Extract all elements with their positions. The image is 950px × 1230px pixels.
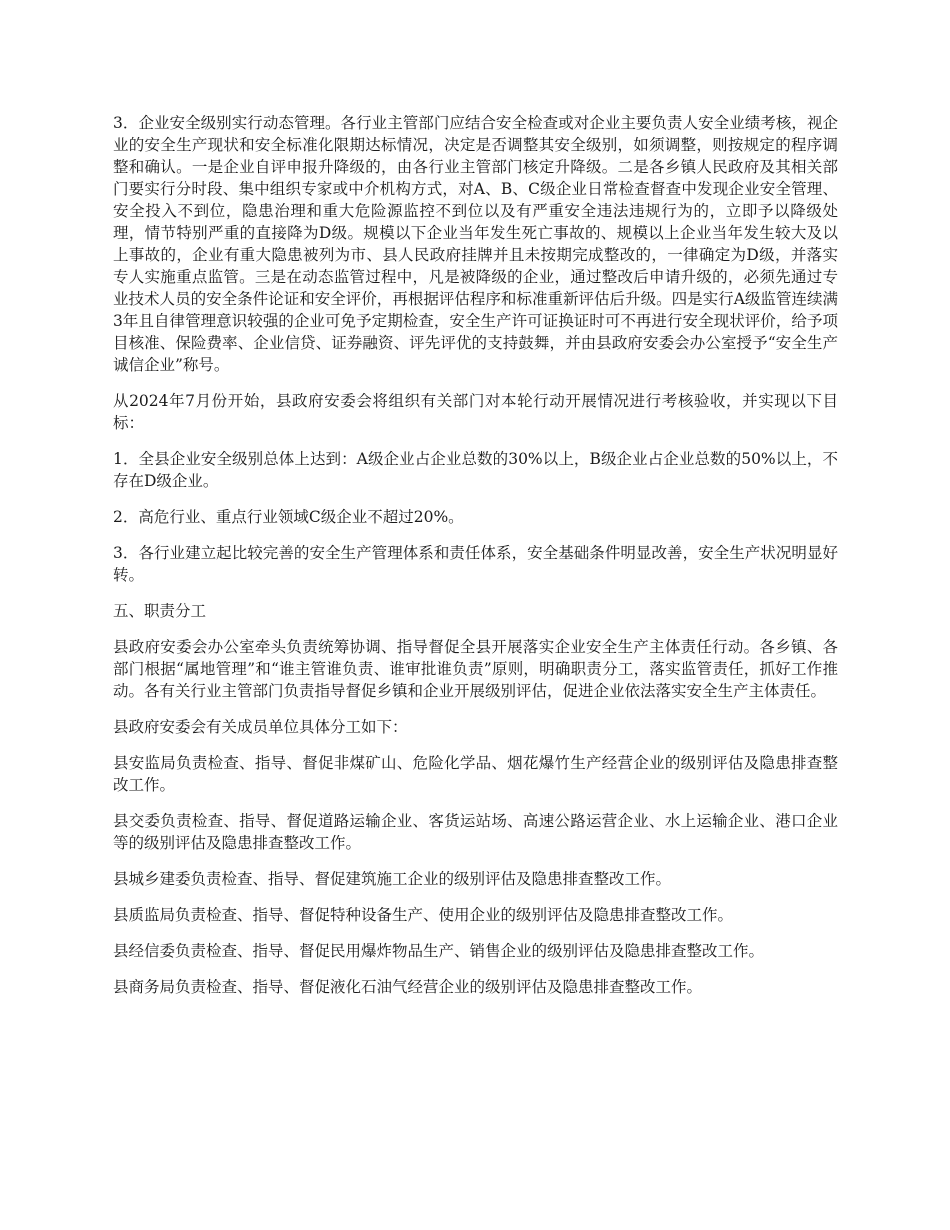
- paragraph-division-intro: 县政府安委会有关成员单位具体分工如下：: [113, 718, 408, 736]
- paragraph-safety-bureau: 县安监局负责检查、指导、督促非煤矿山、危险化学品、烟花爆竹生产经营企业的级别评估及隐患排查整改工作。: [113, 754, 838, 794]
- paragraph-economy-committee: 县经信委负责检查、指导、督促民用爆炸物品生产、销售企业的级别评估及隐患排查整改工作。: [113, 942, 765, 960]
- paragraph-construction-committee: 县城乡建委负责检查、指导、督促建筑施工企业的级别评估及隐患排查整改工作。: [113, 870, 672, 888]
- paragraph-office-lead: 县政府安委会办公室牵头负责统筹协调、指导督促全县开展落实企业安全生产主体责任行动。各乡镇、各部门根据“属地管理”和“谁主管谁负责、谁审批谁负责”原则，明确职责分工，落实监管责任，抓好工作推动。各有关行业主管部门负责指导督促乡镇和企业开展级别评估，促进企业依法落实安全生产主体责任。: [113, 638, 838, 700]
- document-body: [113, 112, 838, 1012]
- paragraph-goal-3: 3．各行业建立起比较完善的安全生产管理体系和责任体系，安全基础条件明显改善，安全生产状况明显好转。: [113, 544, 838, 584]
- paragraph-quality-bureau: 县质监局负责检查、指导、督促特种设备生产、使用企业的级别评估及隐患排查整改工作。: [113, 906, 734, 924]
- paragraph-assessment-intro: 从2024年7月份开始，县政府安委会将组织有关部门对本轮行动开展情况进行考核验收，并实现以下目标：: [113, 392, 838, 432]
- paragraph-dynamic-management: 3．企业安全级别实行动态管理。各行业主管部门应结合安全检查或对企业主要负责人安全业绩考核，视企业的安全生产现状和安全标准化限期达标情况，决定是否调整其安全级别，如须调整，则按规定的程序调整和确认。一是企业自评申报升降级的，由各行业主管部门核定升降级。二是各乡镇人民政府及其相关部门要实行分时段、集中组织专家或中介机构方式，对A、B、C级企业日常检查督查中发现企业安全管理、安全投入不到位，隐患治理和重大危险源监控不到位以及有严重安全违法违规行为的，立即予以降级处理，情节特别严重的直接降为D级。规模以下企业当年发生死亡事故的、规模以上企业当年发生较大及以上事故的，企业有重大隐患被列为市、县人民政府挂牌并且未按期完成整改的，一律确定为D级，并落实专人实施重点监管。三是在动态监管过程中，凡是被降级的企业，通过整改后申请升级的，必须先通过专业技术人员的安全条件论证和安全评价，再根据评估程序和标准重新评估后升级。四是实行A级监管连续满3年且自律管理意识较强的企业可免予定期检查，安全生产许可证换证时可不再进行安全现状评价，给予项目核准、保险费率、企业信贷、证券融资、评先评优的支持鼓舞，并由县政府安委会办公室授予“安全生产诚信企业”称号。: [113, 114, 838, 374]
- paragraph-goal-2: 2．高危行业、重点行业领域C级企业不超过20%。: [113, 508, 464, 526]
- paragraph-goal-1: 1．全县企业安全级别总体上达到：A级企业占企业总数的30%以上，B级企业占企业总数的50%以上，不存在D级企业。: [113, 450, 838, 490]
- section-heading-responsibilities: 五、职责分工: [113, 602, 207, 620]
- paragraph-commerce-bureau: 县商务局负责检查、指导、督促液化石油气经营企业的级别评估及隐患排查整改工作。: [113, 978, 703, 996]
- paragraph-transport-committee: 县交委负责检查、指导、督促道路运输企业、客货运站场、高速公路运营企业、水上运输企业、港口企业等的级别评估及隐患排查整改工作。: [113, 812, 838, 852]
